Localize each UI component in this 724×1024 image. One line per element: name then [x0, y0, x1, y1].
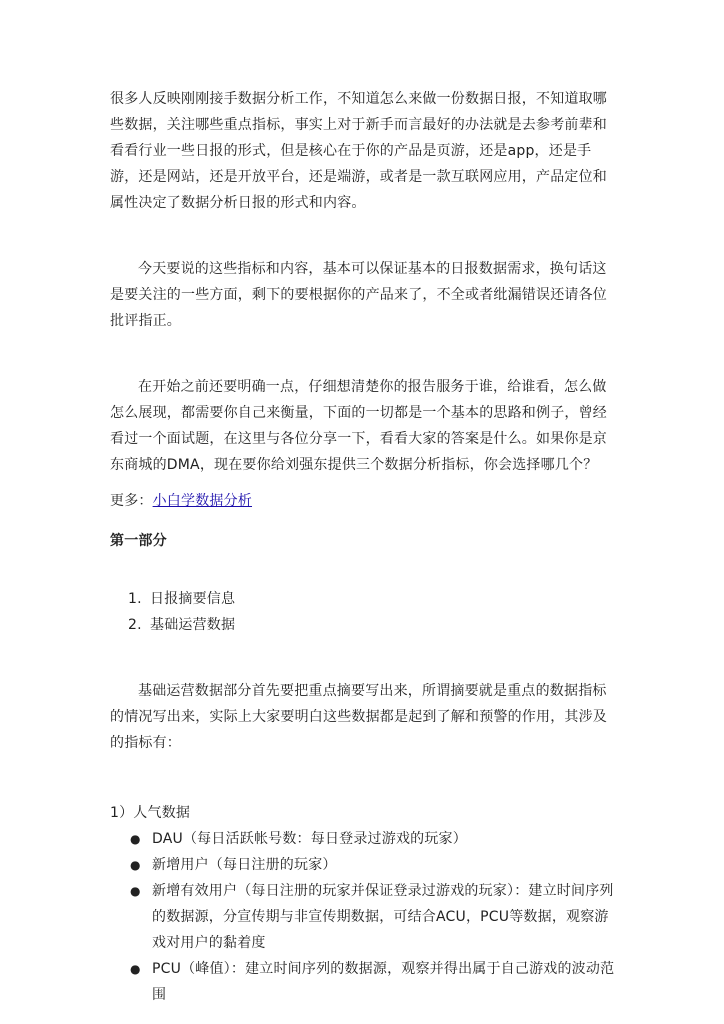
list-item	[130, 826, 618, 852]
spacer	[110, 478, 618, 488]
bullet-icon: ●	[130, 858, 141, 872]
more-prefix: 更多：	[110, 493, 153, 509]
section-title: 第一部分	[110, 533, 167, 549]
list-item	[130, 956, 618, 1008]
list-item-text: 新增有效用户（每日注册的玩家并保证登录过游戏的玩家）：建立时间序列的数据源，分宣传期与非宣传期数据，可结合ACU，PCU等数据，观察游戏对用户的黏着度	[152, 883, 614, 951]
spacer	[110, 778, 618, 800]
intro-paragraph: 很多人反映刚刚接手数据分析工作，不知道怎么来做一份数据日报，不知道取哪些数据，关注哪些重点指标，事实上对于新手而言最好的办法就是去参考前辈和看看行业一些日报的形式，但是核心在于你的产品是页游，还是app，还是手游，还是网站，还是开放平台，还是端游，或者是一款互联网应用，产品定位和属性决定了数据分析日报的形式和内容。	[110, 91, 607, 211]
metrics-list	[110, 826, 618, 1008]
list-item-text: 日报摘要信息	[150, 591, 236, 607]
spacer	[110, 576, 618, 586]
more-line	[110, 488, 618, 514]
list-item	[128, 586, 618, 612]
list-item	[130, 852, 618, 878]
list-item-text: 基础运营数据	[150, 617, 236, 633]
spacer	[110, 554, 618, 576]
spacer	[110, 660, 618, 678]
spacer	[110, 756, 618, 778]
basic-data-paragraph: 基础运营数据部分首先要把重点摘要写出来，所谓摘要就是重点的数据指标的情况写出来，实际上大家要明白这些数据都是起到了解和预警的作用，其涉及的指标有：	[110, 683, 607, 751]
bullet-icon: ●	[130, 832, 141, 846]
list-item-text: 新增用户（每日注册的玩家）	[152, 857, 337, 873]
spacer	[110, 638, 618, 660]
spacer	[110, 216, 618, 238]
bullet-icon: ●	[130, 884, 141, 898]
more-link[interactable]: 小白学数据分析	[152, 493, 253, 509]
list-number: 2.	[128, 617, 142, 633]
list-number: 1.	[128, 591, 142, 607]
spacer	[110, 356, 618, 374]
scope-paragraph: 今天要说的这些指标和内容，基本可以保证基本的日报数据需求，换句话这是要关注的一些方面，剩下的要根据你的产品来了，不全或者纰漏错误还请各位批评指正。	[110, 261, 607, 329]
spacer	[110, 334, 618, 356]
bullet-icon: ●	[130, 962, 141, 976]
list-item	[128, 612, 618, 638]
context-paragraph: 在开始之前还要明确一点，仔细想清楚你的报告服务于谁，给谁看，怎么做怎么展现，都需要你自己来衡量，下面的一切都是一个基本的思路和例子，曾经看过一个面试题，在这里与各位分享一下，看看大家的答案是什么。如果你是京东商城的DMA，现在要你给刘强东提供三个数据分析指标，你会选择哪几个？	[110, 379, 607, 473]
document-page	[110, 86, 618, 1008]
subsection-title: 1）人气数据	[110, 805, 191, 821]
list-item-text: DAU（每日活跃帐号数：每日登录过游戏的玩家）	[152, 831, 467, 847]
spacer	[110, 238, 618, 256]
list-item-text: PCU（峰值）：建立时间序列的数据源，观察并得出属于自己游戏的波动范围	[152, 961, 615, 1003]
list-item	[130, 878, 618, 956]
summary-list	[110, 586, 618, 638]
